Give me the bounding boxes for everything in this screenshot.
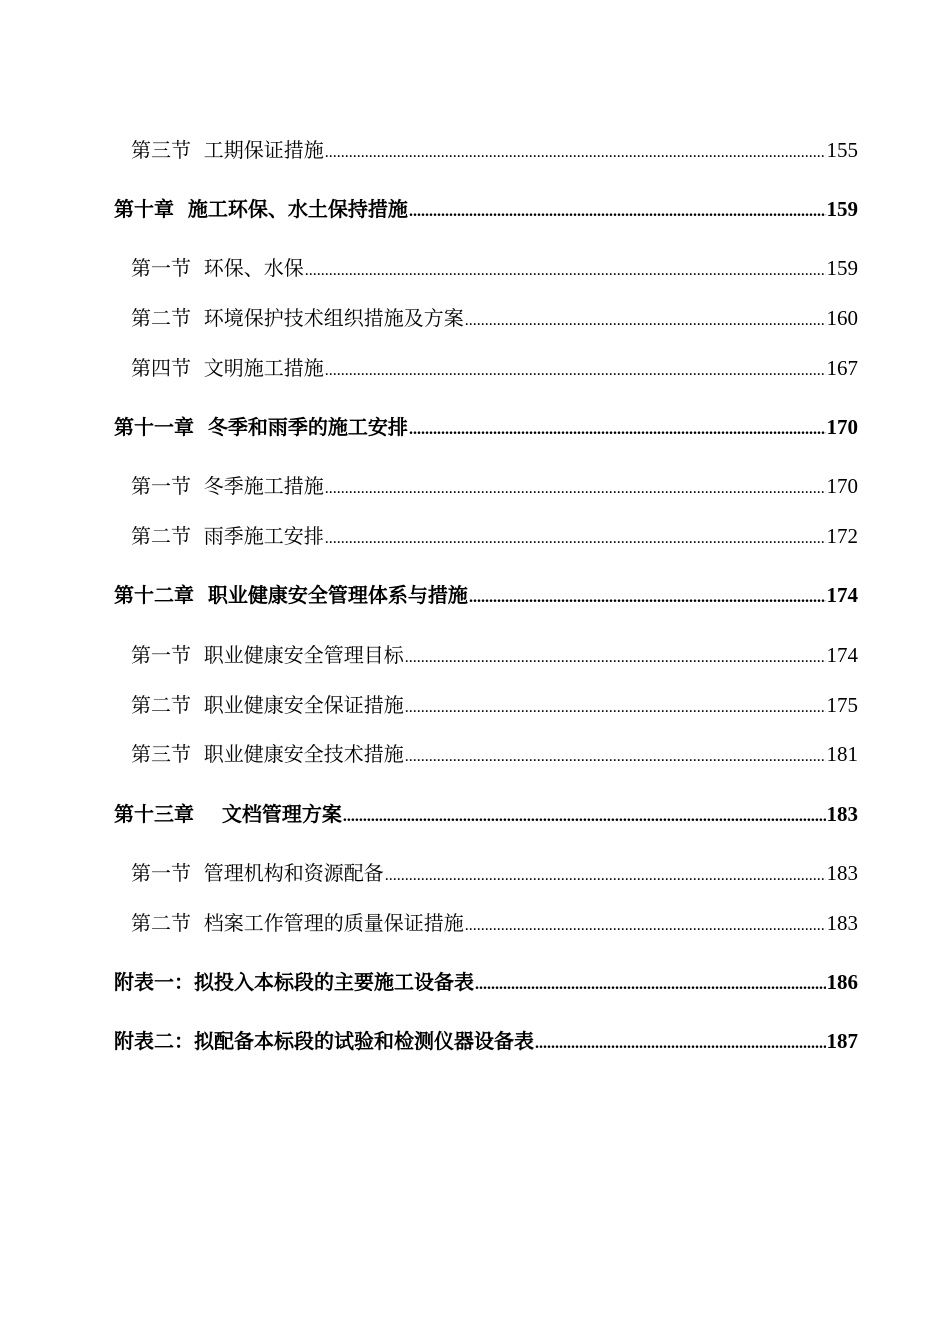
toc-page-number: 174 <box>826 583 858 607</box>
toc-dot-leader <box>325 139 826 167</box>
toc-entry-title: 第四节 文明施工措施 <box>131 356 324 380</box>
toc-entry-appendix[interactable] <box>114 1027 858 1058</box>
toc-dot-leader <box>409 198 826 226</box>
toc-entry-section[interactable] <box>131 909 858 940</box>
toc-entry-section[interactable] <box>131 304 858 335</box>
toc-dot-leader <box>469 584 826 612</box>
toc-entry-title: 第二节 职业健康安全保证措施 <box>131 693 404 717</box>
toc-entry-chapter[interactable] <box>114 413 858 444</box>
toc-entry-section[interactable] <box>131 522 858 553</box>
toc-entry-title: 附表二：拟配备本标段的试验和检测仪器设备表 <box>114 1029 534 1053</box>
toc-entry-title: 第二节 雨季施工安排 <box>131 524 324 548</box>
toc-entry-section[interactable] <box>131 740 858 771</box>
toc-entry-chapter[interactable] <box>114 800 858 831</box>
toc-entry-title: 第三节 职业健康安全技术措施 <box>131 742 404 766</box>
toc-page-number: 175 <box>826 693 858 717</box>
toc-entry-section[interactable] <box>131 136 858 167</box>
toc-entry-section[interactable] <box>131 354 858 385</box>
toc-page-number: 170 <box>826 474 858 498</box>
toc-dot-leader <box>409 416 826 444</box>
toc-page-number: 155 <box>826 138 858 162</box>
toc-dot-leader <box>465 912 826 940</box>
toc-entry-title: 第十一章 冬季和雨季的施工安排 <box>114 415 408 439</box>
toc-dot-leader <box>343 803 826 831</box>
toc-page-number: 183 <box>826 802 858 826</box>
toc-entry-title: 第二节 环境保护技术组织措施及方案 <box>131 306 464 330</box>
toc-page-number: 172 <box>826 524 858 548</box>
toc-dot-leader <box>325 525 826 553</box>
toc-dot-leader <box>405 694 826 722</box>
toc-entry-title: 第十章 施工环保、水土保持措施 <box>114 197 408 221</box>
toc-page-number: 170 <box>826 415 858 439</box>
toc-page-number: 187 <box>826 1029 858 1053</box>
toc-page-number: 167 <box>826 356 858 380</box>
toc-entry-title: 第二节 档案工作管理的质量保证措施 <box>131 911 464 935</box>
toc-dot-leader <box>325 357 826 385</box>
toc-entry-title: 第一节 环保、水保 <box>131 256 304 280</box>
toc-dot-leader <box>405 743 826 771</box>
toc-entry-section[interactable] <box>131 859 858 890</box>
toc-entry-title: 第一节 职业健康安全管理目标 <box>131 643 404 667</box>
toc-entry-title: 第一节 管理机构和资源配备 <box>131 861 384 885</box>
toc-entry-title: 第三节 工期保证措施 <box>131 138 324 162</box>
toc-page-number: 159 <box>826 256 858 280</box>
toc-page-number: 186 <box>826 970 858 994</box>
toc-page-number: 183 <box>826 861 858 885</box>
toc-page-number: 160 <box>826 306 858 330</box>
toc-entry-title: 第十二章 职业健康安全管理体系与措施 <box>114 583 468 607</box>
toc-page-number: 181 <box>826 742 858 766</box>
toc-entry-chapter[interactable] <box>114 195 858 226</box>
toc-entry-section[interactable] <box>131 254 858 285</box>
toc-dot-leader <box>385 862 826 890</box>
toc-dot-leader <box>535 1030 826 1058</box>
toc-dot-leader <box>325 475 826 503</box>
toc-dot-leader <box>305 257 826 285</box>
toc-entry-section[interactable] <box>131 641 858 672</box>
toc-dot-leader <box>405 644 826 672</box>
toc-entry-title: 第一节 冬季施工措施 <box>131 474 324 498</box>
toc-dot-leader <box>475 971 826 999</box>
toc-dot-leader <box>465 307 826 335</box>
toc-entry-appendix[interactable] <box>114 968 858 999</box>
toc-entry-title: 附表一：拟投入本标段的主要施工设备表 <box>114 970 474 994</box>
toc-page-number: 174 <box>826 643 858 667</box>
toc-entry-section[interactable] <box>131 691 858 722</box>
toc-entry-title: 第十三章 文档管理方案 <box>114 802 342 826</box>
toc-entry-chapter[interactable] <box>114 581 858 612</box>
toc-page-number: 159 <box>826 197 858 221</box>
toc-page-number: 183 <box>826 911 858 935</box>
toc-entry-section[interactable] <box>131 472 858 503</box>
